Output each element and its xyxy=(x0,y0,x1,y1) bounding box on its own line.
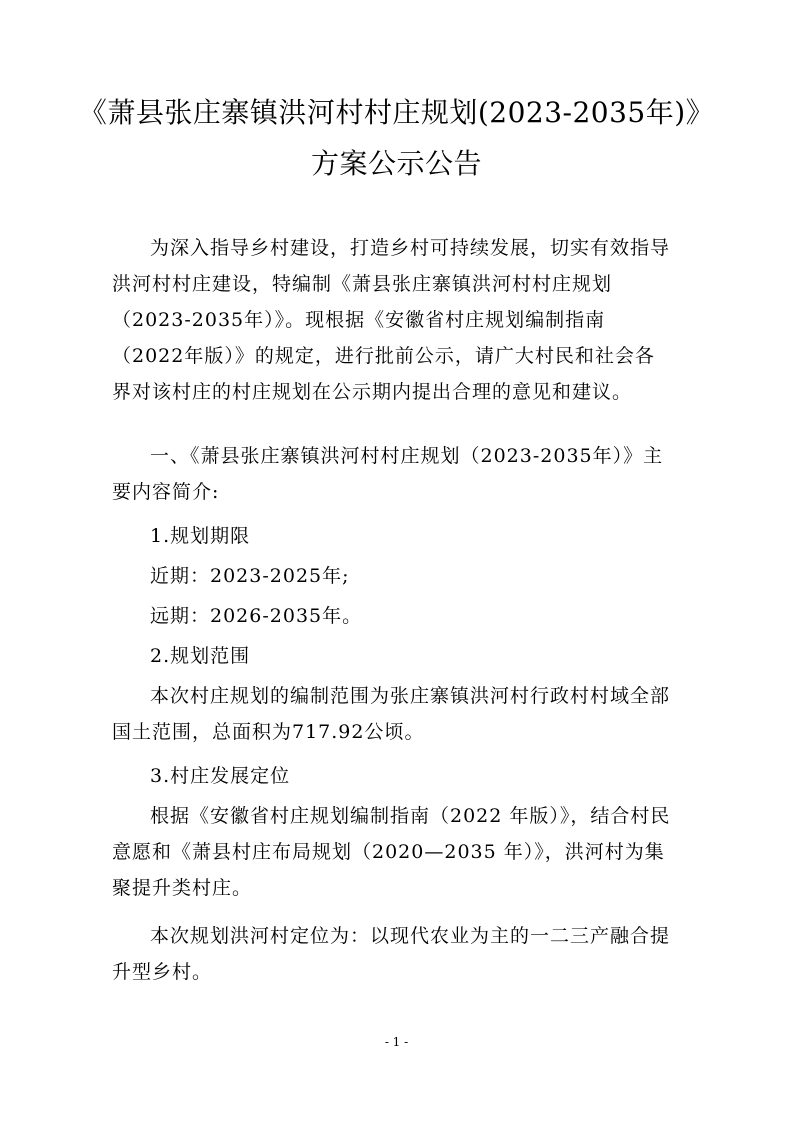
item-3-paragraph-2: 本次规划洪河村定位为：以现代农业为主的一二三产融合提升型乡村。 xyxy=(112,925,671,983)
document-title-line2: 方案公示公告 xyxy=(310,147,482,180)
section-1-heading: 一、《萧县张庄寨镇洪河村村庄规划（2023-2035年）》主要内容简介: xyxy=(112,445,664,503)
item-1-heading: 1.规划期限 xyxy=(150,525,251,547)
item-3-paragraph-1: 根据《安徽省村庄规划编制指南（2022 年版）》，结合村民意愿和《萧县村庄布局规划（2020—2035 年）》，洪河村为集聚提升类村庄。 xyxy=(112,805,671,899)
page-number: - 1 - xyxy=(384,1035,409,1049)
item-2-paragraph: 本次村庄规划的编制范围为张庄寨镇洪河村行政村村域全部国土范围，总面积为717.92公顷。 xyxy=(112,685,671,743)
intro-paragraph: 为深入指导乡村建设，打造乡村可持续发展，切实有效指导洪河村村庄建设，特编制《萧县张庄寨镇洪河村村庄规划（2023-2035年）》。现根据《安徽省村庄规划编制指南（2022年版）》的规定，进行批前公示，请广大村民和社会各界对该村庄的村庄规划在公示期内提出合理的意见和建议。 xyxy=(112,237,671,403)
document-title-line1: 《萧县张庄寨镇洪河村村庄规划(2023-2035年)》 xyxy=(78,96,715,129)
item-2-heading: 2.规划范围 xyxy=(150,645,251,667)
item-1-near-term: 近期：2023-2025年; xyxy=(150,565,350,587)
item-3-heading: 3.村庄发展定位 xyxy=(150,765,291,787)
item-1-long-term: 远期：2026-2035年。 xyxy=(150,605,363,627)
